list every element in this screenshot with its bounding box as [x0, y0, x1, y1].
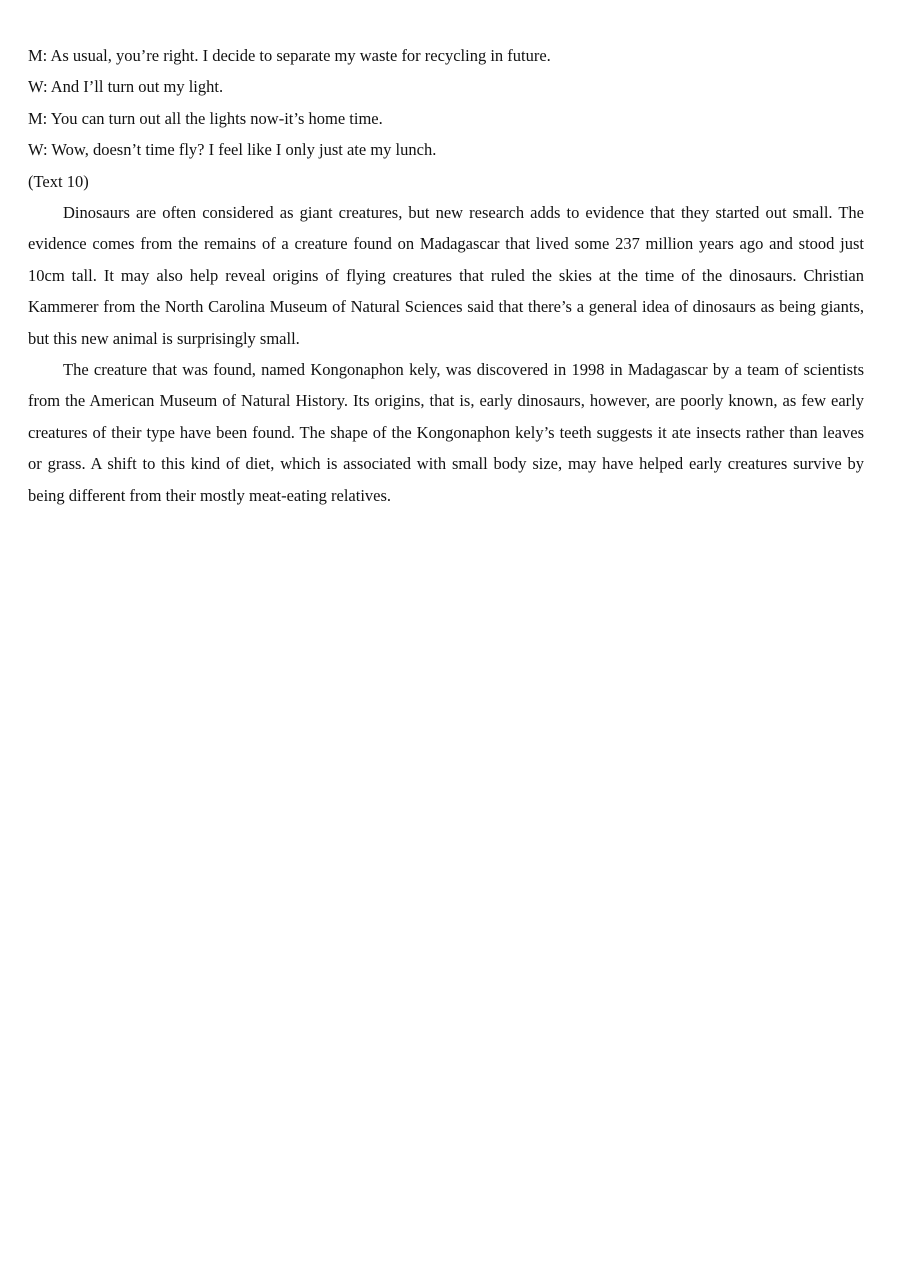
dialogue-line: W: And I’ll turn out my light. — [28, 77, 224, 97]
dialogue-line: W: Wow, doesn’t time fly? I feel like I only just ate my lunch. — [28, 140, 437, 160]
body-paragraph: Dinosaurs are often considered as giant creatures, but new research adds to evidence that they started out small. The evidence comes from the remains of a creature found on Madagascar that lived some 237 million years ago and stood just 10cm tall. It may also help reveal origins of flying creatures that ruled the skies at the time of the dinosaurs. Christian Kammerer from the North Carolina Museum of Natural Sciences said that there’s a general idea of dinosaurs as being giants, but this new animal is surprisingly small. — [28, 203, 864, 348]
section-label: (Text 10) — [28, 171, 89, 191]
body-paragraph: The creature that was found, named Kongonaphon kely, was discovered in 1998 in Madagascar by a team of scientists from the American Museum of Natural History. Its origins, that is, early dinosaurs, however, are poorly known, as few early creatures of their type have been found. The shape of the Kongonaphon kely’s teeth suggests it ate insects rather than leaves or grass. A shift to this kind of diet, which is associated with small body size, may have helped early creatures survive by being different from their mostly meat-eating relatives. — [28, 360, 864, 505]
dialogue-line: M: As usual, you’re right. I decide to separate my waste for recycling in future. — [28, 46, 551, 65]
dialogue-line: M: You can turn out all the lights now-it’s home time. — [28, 108, 383, 128]
